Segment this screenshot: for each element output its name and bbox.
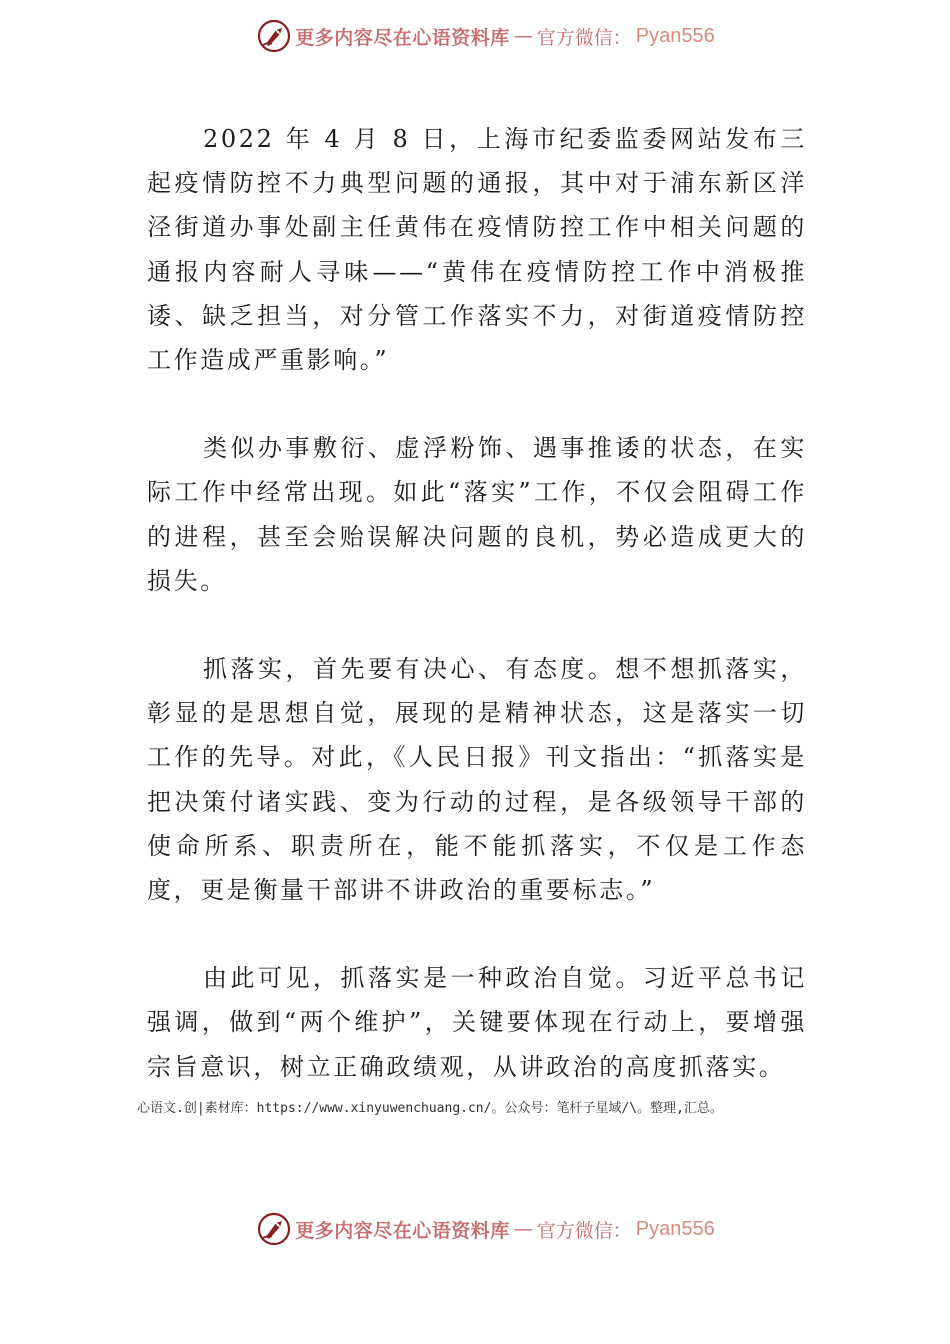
banner-wechat-id: Pyan556 [635, 24, 715, 47]
footer-banner [0, 1207, 950, 1251]
header-banner [0, 14, 950, 58]
banner-dash: — [513, 25, 533, 47]
article-body [147, 117, 807, 1089]
banner-promo-text: 更多内容尽在心语资料库 [295, 26, 510, 49]
paragraph-2: 类似办事敷衍、虚浮粉饰、遇事推诿的状态，在实际工作中经常出现。如此“落实”工作，不仅会阻碍工作的进程，甚至会贻误解决问题的良机，势必造成更大的损失。 [147, 434, 807, 595]
pen-nib-logo-icon [257, 1212, 291, 1246]
paragraph-1: 2022 年 4 月 8 日，上海市纪委监委网站发布三起疫情防控不力典型问题的通报，其中对于浦东新区洋泾街道办事处副主任黄伟在疫情防控工作中相关问题的通报内容耐人寻味——“黄伟在疫情防控工作中消极推诿、缺乏担当，对分管工作落实不力，对街道疫情防控工作造成严重影响。” [147, 125, 807, 375]
banner-dash: — [513, 1218, 533, 1240]
paragraph-3: 抓落实，首先要有决心、有态度。想不想抓落实，彰显的是思想自觉，展现的是精神状态，这是落实一切工作的先导。对此，《人民日报》刊文指出：“抓落实是把决策付诸实践、变为行动的过程，是各级领导干部的使命所系、职责所在，能不能抓落实，不仅是工作态度，更是衡量干部讲不讲政治的重要标志。” [147, 655, 807, 905]
banner-wechat-id: Pyan556 [635, 1217, 715, 1240]
source-footnote: 心语文.创|素材库：https://www.xinyuwenchuang.cn/。公众号：笔杆子星域/\。整理,汇总。 [137, 1101, 723, 1116]
banner-promo-text: 更多内容尽在心语资料库 [295, 1219, 510, 1242]
header-banner-content [257, 19, 715, 53]
footer-banner-content [257, 1212, 715, 1246]
banner-wechat-label: 官方微信： [536, 26, 632, 49]
paragraph-4: 由此可见，抓落实是一种政治自觉。习近平总书记强调，做到“两个维护”，关键要体现在行动上，要增强宗旨意识，树立正确政绩观，从讲政治的高度抓落实。 [147, 964, 807, 1081]
banner-wechat-label: 官方微信： [536, 1219, 632, 1242]
pen-nib-logo-icon [257, 19, 291, 53]
